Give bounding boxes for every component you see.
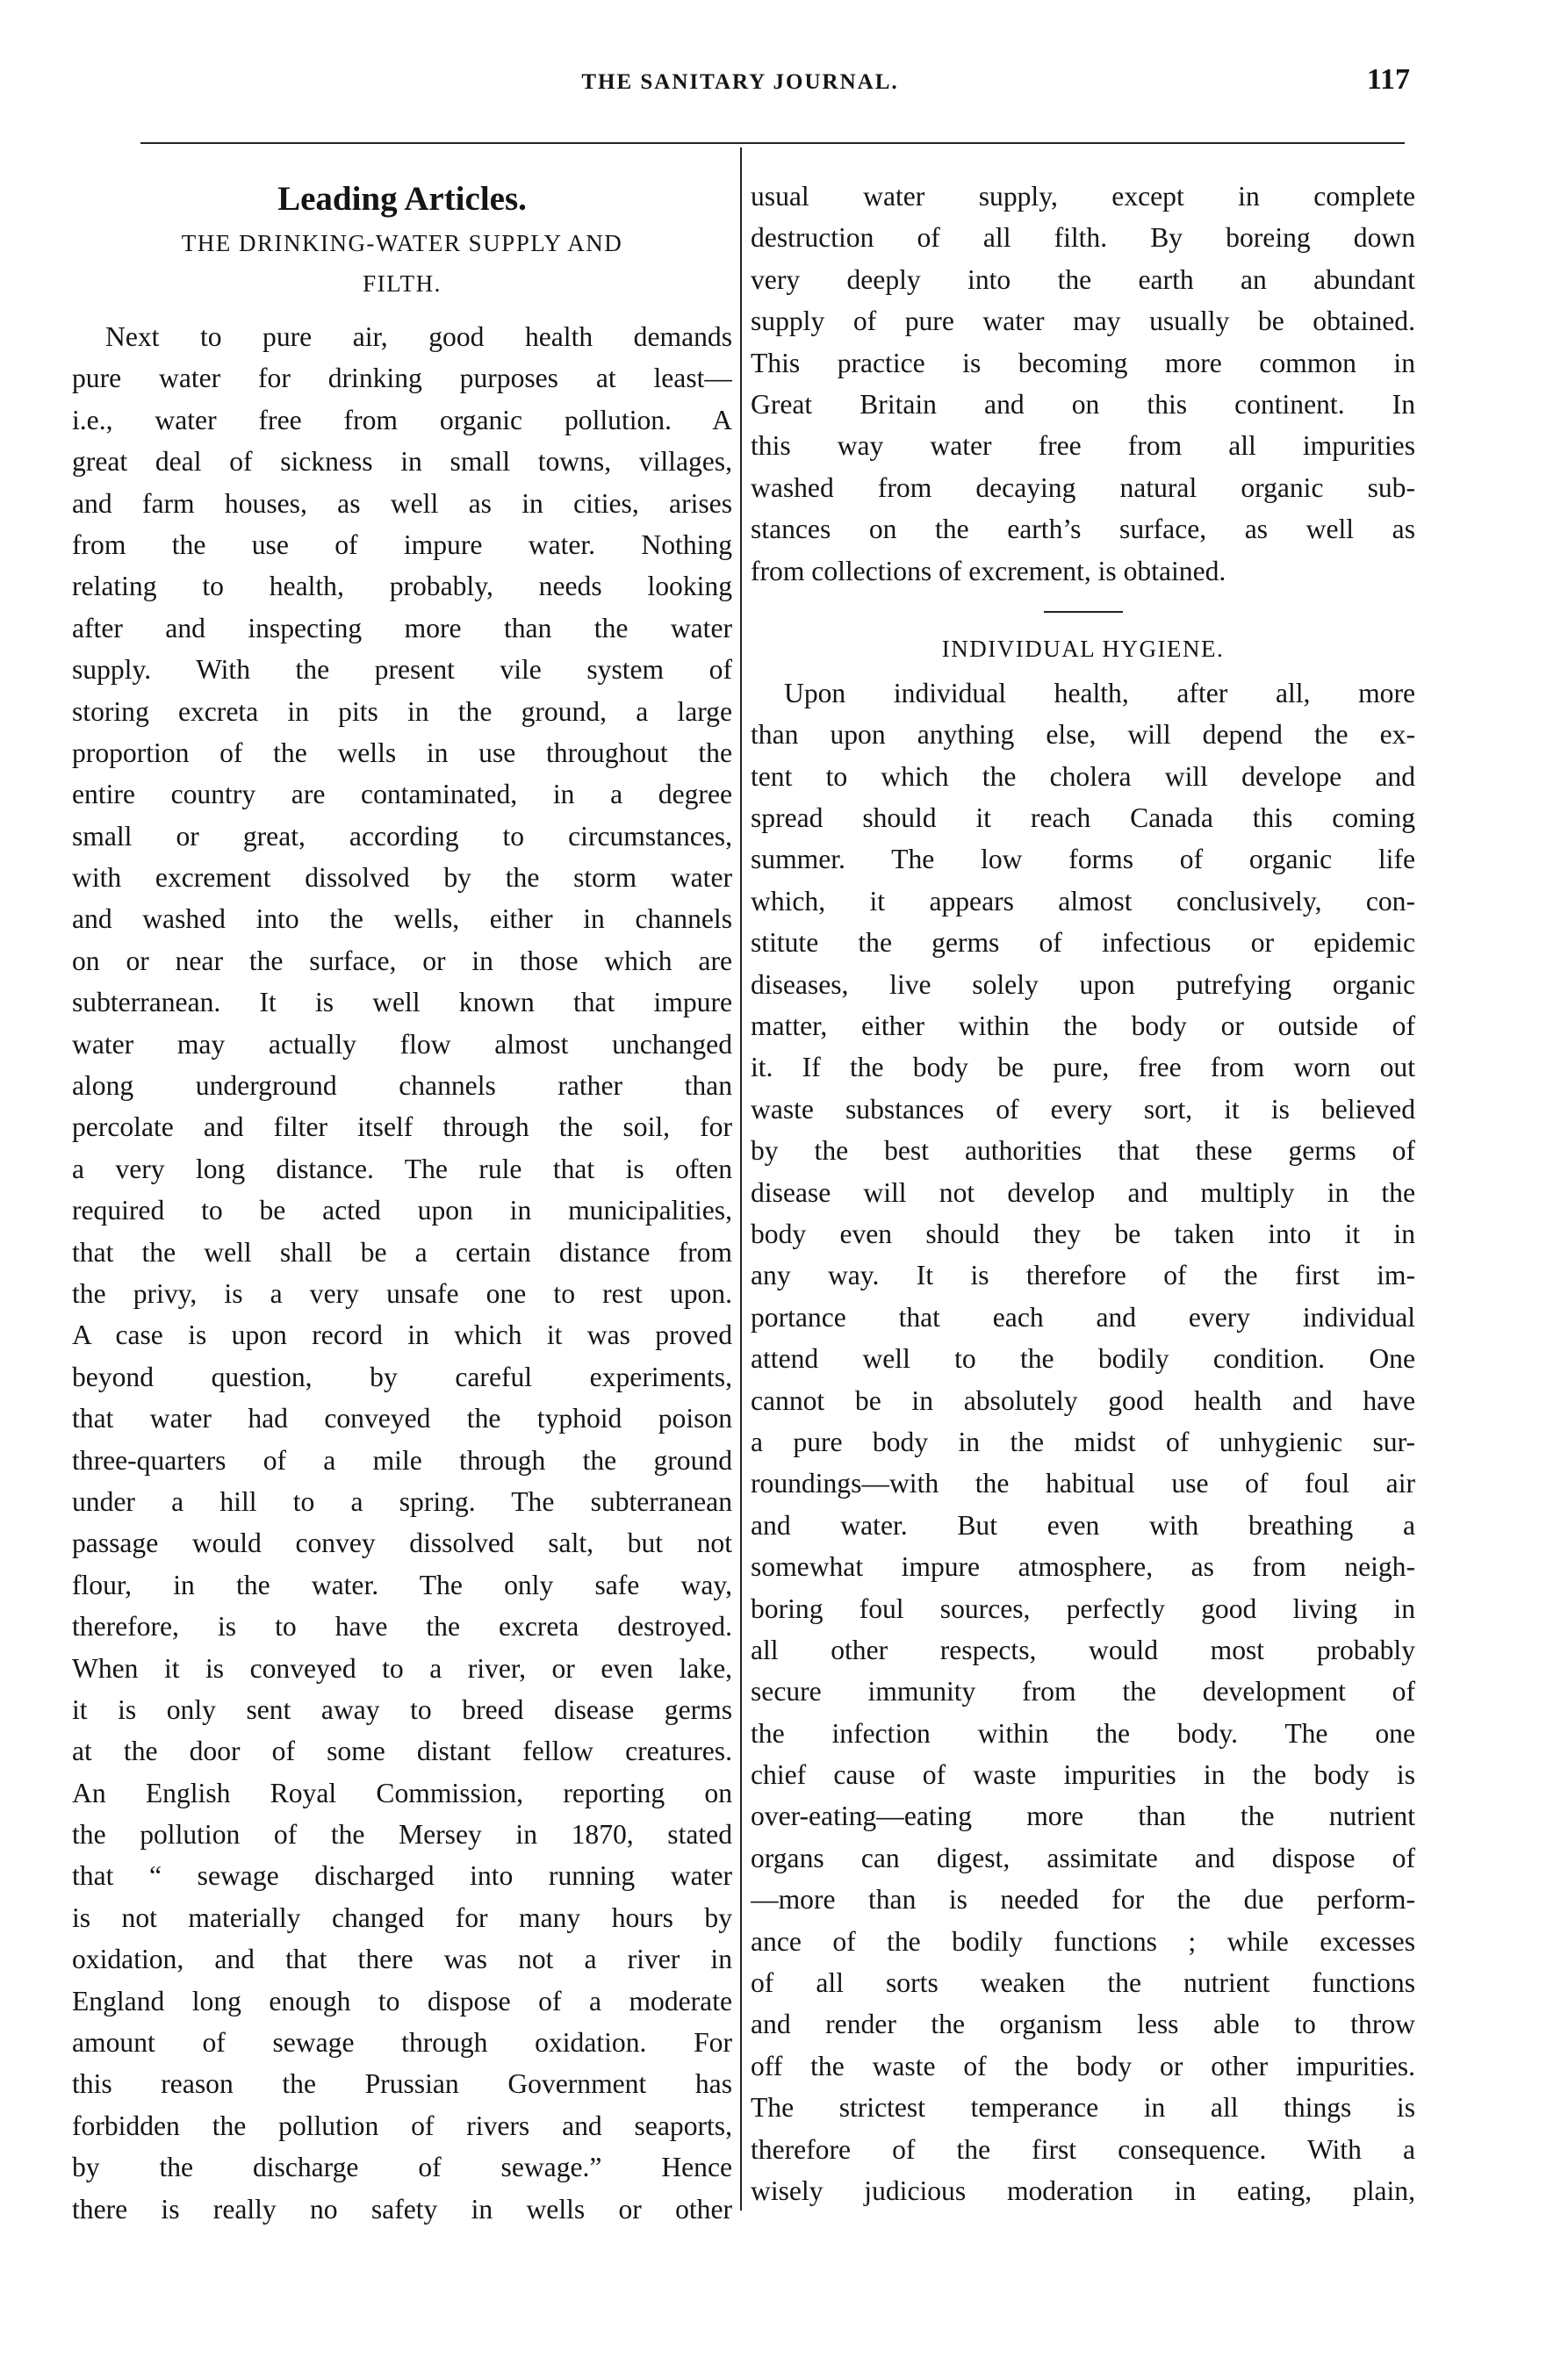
text-line: attend well to the bodily condition. One <box>751 1343 1415 1375</box>
text-line: over-eating—eating more than the nutrient <box>751 1801 1415 1832</box>
text-line: and water. But even with breathing a <box>751 1509 1415 1541</box>
text-line: i.e., water free from organic pollution. A <box>72 404 732 435</box>
text-line: there is really no safety in wells or other <box>72 2193 732 2225</box>
text-line: chief cause of waste impurities in the body is <box>751 1759 1415 1791</box>
text-line: and render the organism less able to throw <box>751 2009 1415 2040</box>
text-line: oxidation, and that there was not a river in <box>72 1944 732 1975</box>
text-line: —more than is needed for the due perform- <box>751 1884 1415 1916</box>
text-line: water may actually flow almost unchanged <box>72 1028 732 1060</box>
text-line: therefore of the first consequence. With a <box>751 2133 1415 2165</box>
text-line: is not materially changed for many hours by <box>72 1901 732 1933</box>
column-divider <box>740 147 742 2211</box>
text-line: secure immunity from the development of <box>751 1676 1415 1707</box>
text-line: subterranean. It is well known that impure <box>72 987 732 1018</box>
text-line: tent to which the cholera will develope and <box>751 760 1415 792</box>
text-line: proportion of the wells in use throughout the <box>72 737 732 768</box>
text-line: that the well shall be a certain distance from <box>72 1236 732 1268</box>
text-line: it. If the body be pure, free from worn out <box>751 1052 1415 1083</box>
article-title-line: THE DRINKING-WATER SUPPLY AND <box>181 230 623 256</box>
text-line: this way water free from all impurities <box>751 430 1415 462</box>
text-line: and washed into the wells, either in channels <box>72 903 732 935</box>
text-line: great deal of sickness in small towns, villages, <box>72 446 732 478</box>
text-line: from the use of impure water. Nothing <box>72 528 732 560</box>
text-line: small or great, according to circumstances, <box>72 820 732 852</box>
page-number: 117 <box>1366 63 1410 96</box>
article-body <box>72 316 732 2230</box>
text-line: from collections of excrement, is obtained. <box>751 555 1226 586</box>
spacer <box>72 304 732 316</box>
text-line: somewhat impure atmosphere, as from neigh- <box>751 1551 1415 1583</box>
text-line: wisely judicious moderation in eating, plain, <box>751 2175 1415 2206</box>
text-line: it is only sent away to breed disease germs <box>72 1693 732 1725</box>
text-line: flour, in the water. The only safe way, <box>72 1569 732 1600</box>
text-line: body even should they be taken into it in <box>751 1218 1415 1249</box>
text-line: a very long distance. The rule that is often <box>72 1153 732 1184</box>
text-line: the privy, is a very unsafe one to rest upon. <box>72 1277 732 1309</box>
text-line: waste substances of every sort, it is believed <box>751 1093 1415 1125</box>
article-continuation <box>751 176 1415 592</box>
text-line: three-quarters of a mile through the ground <box>72 1444 732 1476</box>
text-line: that “ sewage discharged into running water <box>72 1860 732 1892</box>
text-line: on or near the surface, or in those which are <box>72 945 732 976</box>
text-line: supply. With the present vile system of <box>72 654 732 686</box>
text-line: with excrement dissolved by the storm water <box>72 862 732 894</box>
text-line: passage would convey dissolved salt, but not <box>72 1528 732 1559</box>
text-line: cannot be in absolutely good health and have <box>751 1384 1415 1416</box>
text-line: a pure body in the midst of unhygienic sur- <box>751 1426 1415 1457</box>
text-line: When it is conveyed to a river, or even lake, <box>72 1652 732 1684</box>
text-line: stances on the earth’s surface, as well as <box>751 514 1415 545</box>
text-line: roundings—with the habitual use of foul air <box>751 1468 1415 1499</box>
text-line: after and inspecting more than the water <box>72 612 732 643</box>
text-line: by the best authorities that these germs of <box>751 1135 1415 1167</box>
text-line: disease will not develop and multiply in the <box>751 1176 1415 1208</box>
text-line: washed from decaying natural organic sub- <box>751 471 1415 503</box>
text-line: beyond question, by careful experiments, <box>72 1361 732 1392</box>
text-line: entire country are contaminated, in a degree <box>72 779 732 810</box>
text-line: An English Royal Commission, reporting on <box>72 1777 732 1808</box>
text-line: forbidden the pollution of rivers and seaports, <box>72 2110 732 2141</box>
text-line: usual water supply, except in complete <box>751 181 1415 212</box>
text-line: at the door of some distant fellow creatures. <box>72 1736 732 1767</box>
text-line: matter, either within the body or outside of <box>751 1010 1415 1042</box>
text-line: Great Britain and on this continent. In <box>751 388 1415 420</box>
text-line: storing excreta in pits in the ground, a large <box>72 695 732 727</box>
text-line: this reason the Prussian Government has <box>72 2068 732 2100</box>
text-line: destruction of all filth. By boreing down <box>751 222 1415 254</box>
text-line: stitute the germs of infectious or epidemic <box>751 927 1415 959</box>
text-line: relating to health, probably, needs looking <box>72 571 732 602</box>
text-line: portance that each and every individual <box>751 1301 1415 1333</box>
text-line: very deeply into the earth an abundant <box>751 263 1415 295</box>
text-line: by the discharge of sewage.” Hence <box>72 2152 732 2183</box>
text-line: required to be acted upon in municipalities, <box>72 1195 732 1226</box>
text-line: The strictest temperance in all things is <box>751 2092 1415 2124</box>
text-line: amount of sewage through oxidation. For <box>72 2027 732 2059</box>
text-line: Next to pure air, good health demands <box>105 321 732 352</box>
text-line: summer. The low forms of organic life <box>751 844 1415 875</box>
text-line: boring foul sources, perfectly good living in <box>751 1592 1415 1624</box>
text-line: all other respects, would most probably <box>751 1634 1415 1665</box>
article-title: INDIVIDUAL HYGIENE. <box>941 635 1225 662</box>
text-line: and farm houses, as well as in cities, arises <box>72 487 732 519</box>
text-line: organs can digest, assimitate and dispose of <box>751 1842 1415 1873</box>
text-line: supply of pure water may usually be obtained. <box>751 306 1415 337</box>
text-line: under a hill to a spring. The subterranean <box>72 1485 732 1517</box>
article-body <box>751 672 1415 2211</box>
text-line: This practice is becoming more common in <box>751 347 1415 378</box>
text-line: A case is upon record in which it was proved <box>72 1319 732 1351</box>
right-column <box>751 176 1415 2211</box>
section-title: Leading Articles. <box>277 180 527 218</box>
left-column <box>72 176 732 2230</box>
text-line: than upon anything else, will depend the ex- <box>751 719 1415 751</box>
text-line: any way. It is therefore of the first im- <box>751 1260 1415 1291</box>
text-line: the infection within the body. The one <box>751 1717 1415 1749</box>
text-line: which, it appears almost conclusively, con- <box>751 885 1415 917</box>
section-separator <box>1044 611 1123 613</box>
journal-title: THE SANITARY JOURNAL. <box>581 70 899 94</box>
text-line: pure water for drinking purposes at least— <box>72 363 732 394</box>
text-line: Upon individual health, after all, more <box>784 677 1415 708</box>
text-line: diseases, live solely upon putrefying organic <box>751 968 1415 1000</box>
text-line: England long enough to dispose of a moderate <box>72 1985 732 2017</box>
text-line: therefore, is to have the excreta destroyed. <box>72 1611 732 1643</box>
text-line: of all sorts weaken the nutrient functions <box>751 1967 1415 1999</box>
text-line: that water had conveyed the typhoid poison <box>72 1403 732 1434</box>
text-line: percolate and filter itself through the soil, for <box>72 1111 732 1143</box>
header-rule <box>140 142 1405 144</box>
running-head <box>70 63 1410 107</box>
text-line: off the waste of the body or other impurities. <box>751 2050 1415 2081</box>
text-line: spread should it reach Canada this coming <box>751 802 1415 834</box>
text-line: ance of the bodily functions ; while excesses <box>751 1925 1415 1957</box>
text-line: along underground channels rather than <box>72 1070 732 1102</box>
article-title-line: FILTH. <box>363 270 442 297</box>
text-line: the pollution of the Mersey in 1870, stated <box>72 1819 732 1851</box>
